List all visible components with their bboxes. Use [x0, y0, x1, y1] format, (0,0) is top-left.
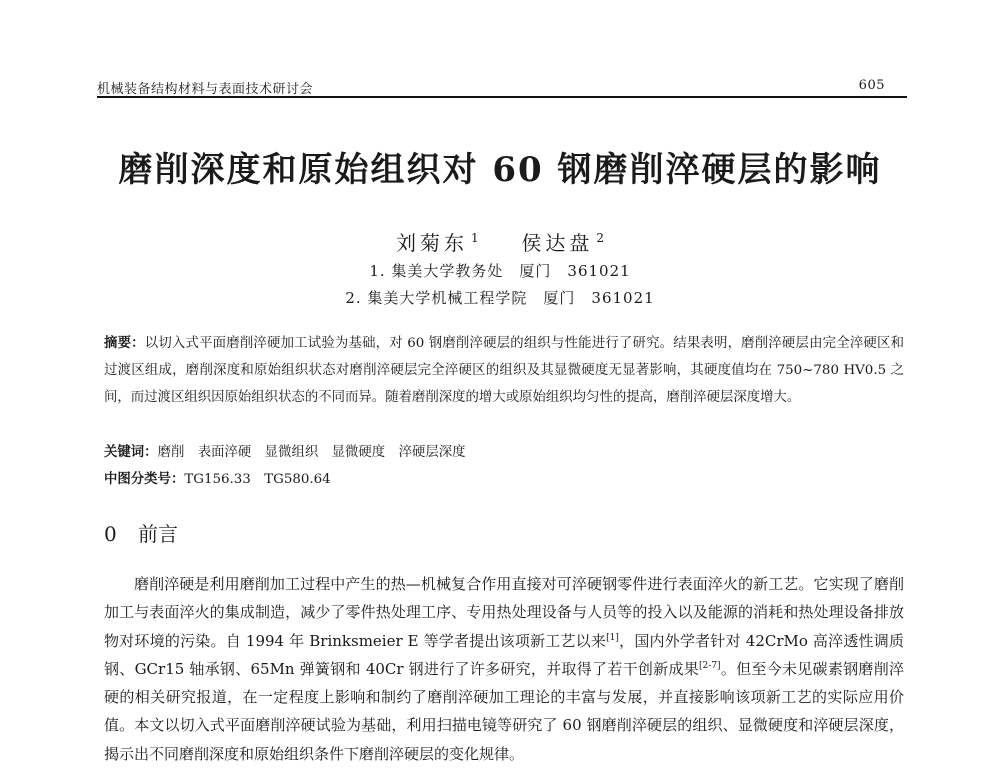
- section-number: 0: [104, 522, 117, 546]
- author-name: 刘菊东: [396, 231, 468, 255]
- running-head: [97, 78, 907, 97]
- author-mark: 1: [471, 231, 479, 246]
- affiliation: 2. 集美大学机械工程学院 厦门 361021: [345, 289, 655, 307]
- classification-line: [104, 468, 331, 487]
- body-paragraph: [104, 570, 904, 768]
- paper-title: 磨削深度和原始组织对 60 钢磨削淬硬层的影响: [118, 150, 882, 190]
- section-heading: [104, 518, 178, 547]
- section-title: 前言: [138, 522, 178, 546]
- header-rule: [97, 96, 907, 98]
- running-title: 机械装备结构材料与表面技术研讨会: [97, 82, 314, 97]
- keywords-line: [104, 441, 466, 460]
- abstract: [104, 330, 904, 411]
- abstract-text: 以切入式平面磨削淬硬加工试验为基础，对 60 钢磨削淬硬层的组织与性能进行了研究。结果表明，磨削淬硬层由完全淬硬区和过渡区组成，磨削深度和原始组织状态对磨削淬硬层完全淬硬区的组织及其显微硬度无显著影响，其硬度值均在 750~780 HV0.5 之间，而过渡区组织因原始组织状态的不同而异。随着磨削深度的增大或原始组织均匀性的提高，磨削淬硬层深度增大。: [104, 336, 904, 405]
- paragraph-text: 。但至今未见碳素钢磨削淬硬的相关研究报道，在一定程度上影响和制约了磨削淬硬加工理论的丰富与发展，并直接影响该项新工艺的实际应用价值。本文以切入式平面磨削淬硬试验为基础，利用扫描电镜等研究了 60 钢磨削淬硬层的组织、显微硬度和淬硬层深度，揭示出不同磨削深度和原始组织条件下磨削淬硬层的变化规律。: [104, 659, 904, 763]
- affiliation: 1. 集美大学教务处 厦门 361021: [369, 262, 631, 280]
- page-number: 605: [858, 78, 885, 93]
- paragraph-text: ，国内外学者针对 42CrMo 高淬透性调质钢、GCr15 轴承钢、65Mn 弹簧钢和 40Cr 钢进行了许多研究，并取得了若干创新成果: [104, 631, 904, 678]
- classification-label: 中图分类号：: [104, 471, 185, 487]
- author-name: 侯达盘: [521, 231, 594, 255]
- citation: [2-7]: [699, 660, 721, 671]
- author-line: [0, 227, 1000, 256]
- author-mark: 2: [596, 231, 604, 246]
- keywords-label: 关键词：: [104, 444, 158, 460]
- classification-numbers: TG156.33 TG580.64: [184, 472, 331, 487]
- keywords: 磨削 表面淬硬 显微组织 显微硬度 淬硬层深度: [157, 445, 466, 460]
- citation: [1]: [606, 632, 619, 643]
- abstract-label: 摘要：: [104, 335, 145, 351]
- paragraph-text: 磨削淬硬是利用磨削加工过程中产生的热—机械复合作用直接对可淬硬钢零件进行表面淬火的新工艺。它实现了磨削加工与表面淬火的集成制造，减少了零件热处理工序、专用热处理设备与人员等的投入以及能源的消耗和热处理设备排放物对环境的污染。自 1994 年 Brinksmeier E 等学者提出该项新工艺以来: [104, 575, 904, 650]
